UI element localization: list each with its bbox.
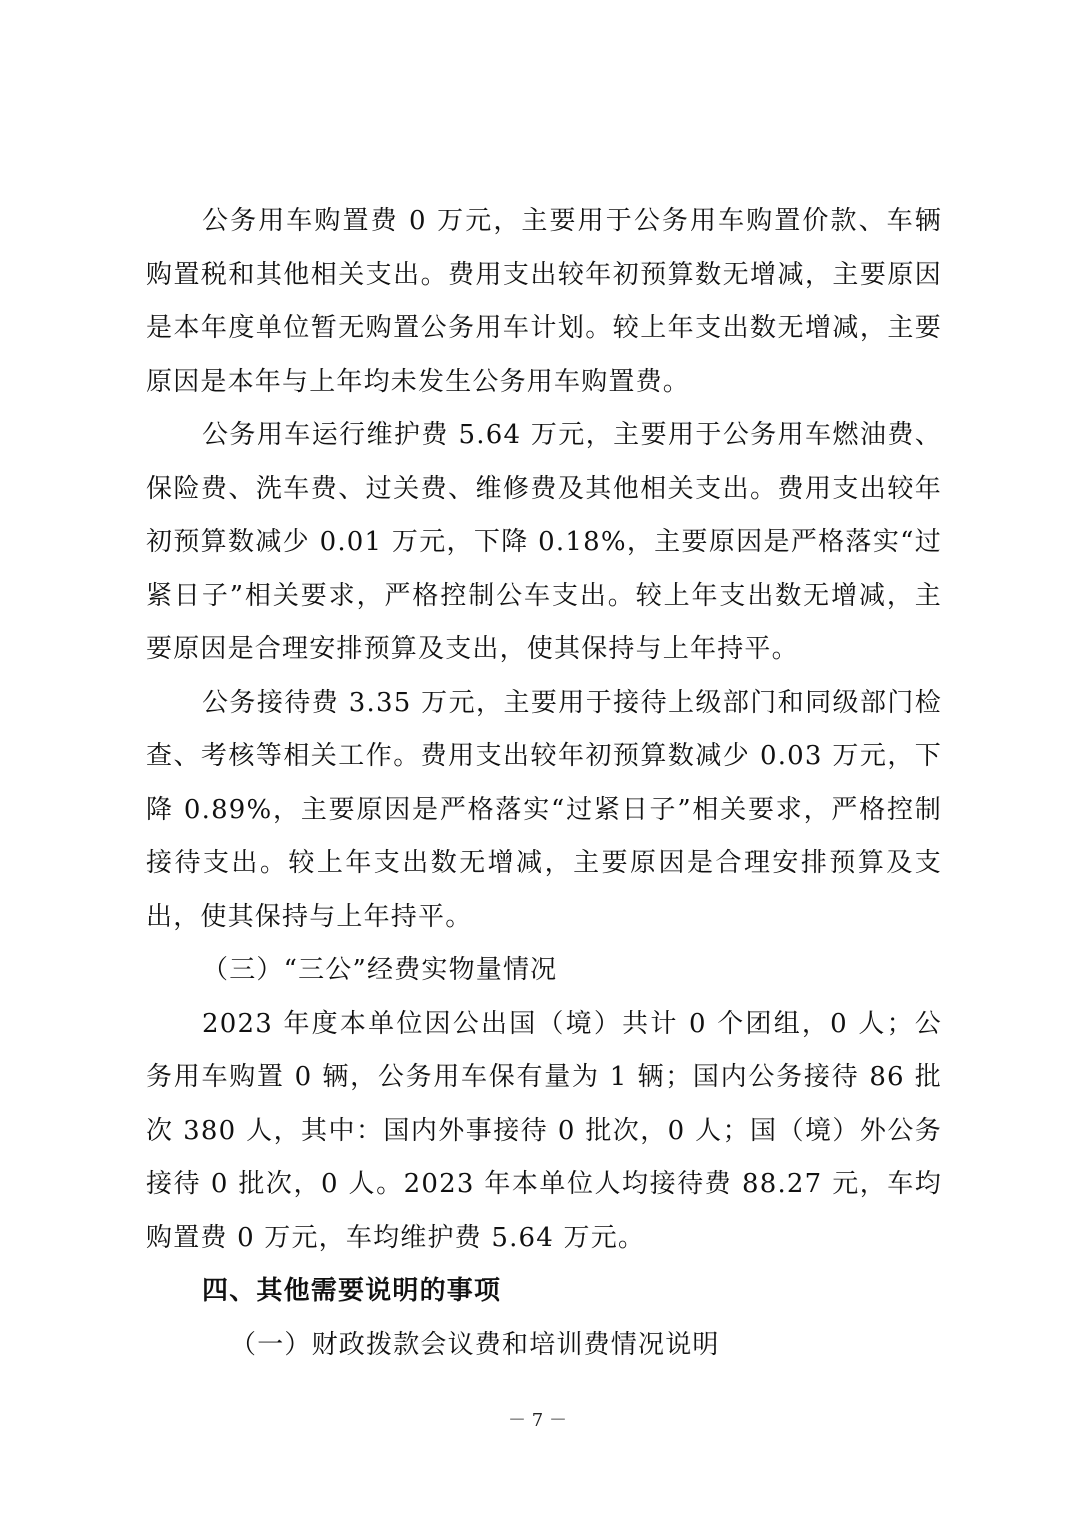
subsection-heading-meeting-training: （一）财政拨款会议费和培训费情况说明	[230, 1329, 720, 1360]
paragraph-physical-quantity: 2023 年度本单位因公出国（境）共计 0 个团组，0 人；公务用车购置 0 辆，公务用车保有量为 1 辆；国内公务接待 86 批次 380 人，其中：国内外事接待 0 批次，0 人；国（境）外公务接待 0 批次，0 人。2023 年本单位人均接待费 88.27 元，车均购置费 0 万元，车均维护费 5.64 万元。	[146, 1008, 942, 1253]
section-heading-other-matters: 四、其他需要说明的事项	[202, 1276, 502, 1306]
page-number: － 7 －	[508, 1410, 567, 1431]
body-text	[146, 195, 942, 1372]
paragraph-vehicle-maintenance: 公务用车运行维护费 5.64 万元，主要用于公务用车燃油费、保险费、洗车费、过关费、维修费及其他相关支出。费用支出较年初预算数减少 0.01 万元，下降 0.18%，主要原因是严格落实“过紧日子”相关要求，严格控制公车支出。较上年支出数无增减，主要原因是合理安排预算及支出，使其保持与上年持平。	[146, 420, 942, 664]
paragraph-official-reception: 公务接待费 3.35 万元，主要用于接待上级部门和同级部门检查、考核等相关工作。费用支出较年初预算数减少 0.03 万元，下降 0.89%，主要原因是严格落实“过紧日子”相关要求，严格控制接待支出。较上年支出数无增减，主要原因是合理安排预算及支出，使其保持与上年持平。	[146, 687, 942, 932]
section-heading-physical-quantity: （三）“三公”经费实物量情况	[202, 955, 558, 985]
paragraph-vehicle-purchase: 公务用车购置费 0 万元，主要用于公务用车购置价款、车辆购置税和其他相关支出。费用支出较年初预算数无增减，主要原因是本年度单位暂无购置公务用车计划。较上年支出数无增减，主要原因是本年与上年均未发生公务用车购置费。	[146, 206, 942, 397]
